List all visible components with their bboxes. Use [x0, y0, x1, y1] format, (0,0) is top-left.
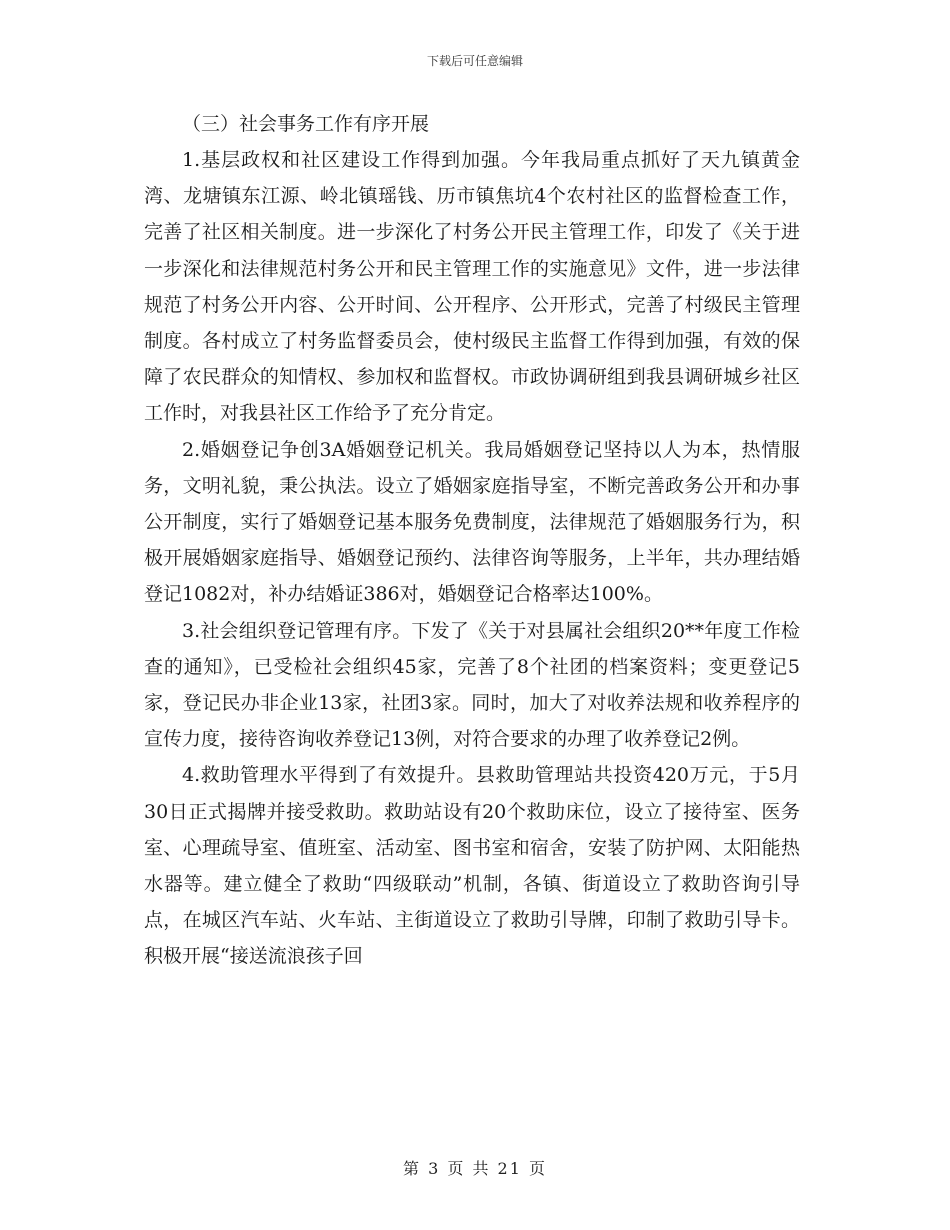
paragraph-3: 3.社会组织登记管理有序。下发了《关于对县属社会组织20**年度工作检查的通知》，已受检社会组织45家，完善了8个社团的档案资料；变更登记5家，登记民办非企业13家，社团3家。同时，加大了对收养法规和收养程序的宣传力度，接待咨询收养登记13例，对符合要求的办理了收养登记2例。 [144, 619, 800, 751]
page-header-note: 下载后可任意编辑 [426, 54, 523, 68]
page-footer-number: 第 3 页 共 21 页 [403, 1159, 547, 1178]
paragraph-1: 1.基层政权和社区建设工作得到加强。今年我局重点抓好了天九镇黄金湾、龙塘镇东江源、岭北镇瑶钱、历市镇焦坑4个农村社区的监督检查工作，完善了社区相关制度。进一步深化了村务公开民主管理工作，印发了《关于进一步深化和法律规范村务公开和民主管理工作的实施意见》文件，进一步法律规范了村务公开内容、公开时间、公开程序、公开形式，完善了村级民主管理制度。各村成立了村务监督委员会，使村级民主监督工作得到加强，有效的保障了农民群众的知情权、参加权和监督权。市政协调研组到我县调研城乡社区工作时，对我县社区工作给予了充分肯定。 [144, 149, 800, 425]
paragraph-4: 4.救助管理水平得到了有效提升。县救助管理站共投资420万元，于5月30日正式揭牌并接受救助。救助站设有20个救助床位，设立了接待室、医务室、心理疏导室、值班室、活动室、图书室和宿舍，安装了防护网、太阳能热水器等。建立健全了救助“四级联动”机制，各镇、街道设立了救助咨询引导点，在城区汽车站、火车站、主街道设立了救助引导牌，印制了救助引导卡。积极开展“接送流浪孩子回 [144, 764, 800, 968]
section-title: （三）社会事务工作有序开展 [182, 113, 430, 135]
paragraph-2: 2.婚姻登记争创3A婚姻登记机关。我局婚姻登记坚持以人为本，热情服务，文明礼貌，秉公执法。设立了婚姻家庭指导室，不断完善政务公开和办事公开制度，实行了婚姻登记基本服务免费制度，法律规范了婚姻服务行为，积极开展婚姻家庭指导、婚姻登记预约、法律咨询等服务，上半年，共办理结婚登记1082对，补办结婚证386对，婚姻登记合格率达100%。 [144, 438, 800, 606]
document-body [144, 106, 800, 975]
